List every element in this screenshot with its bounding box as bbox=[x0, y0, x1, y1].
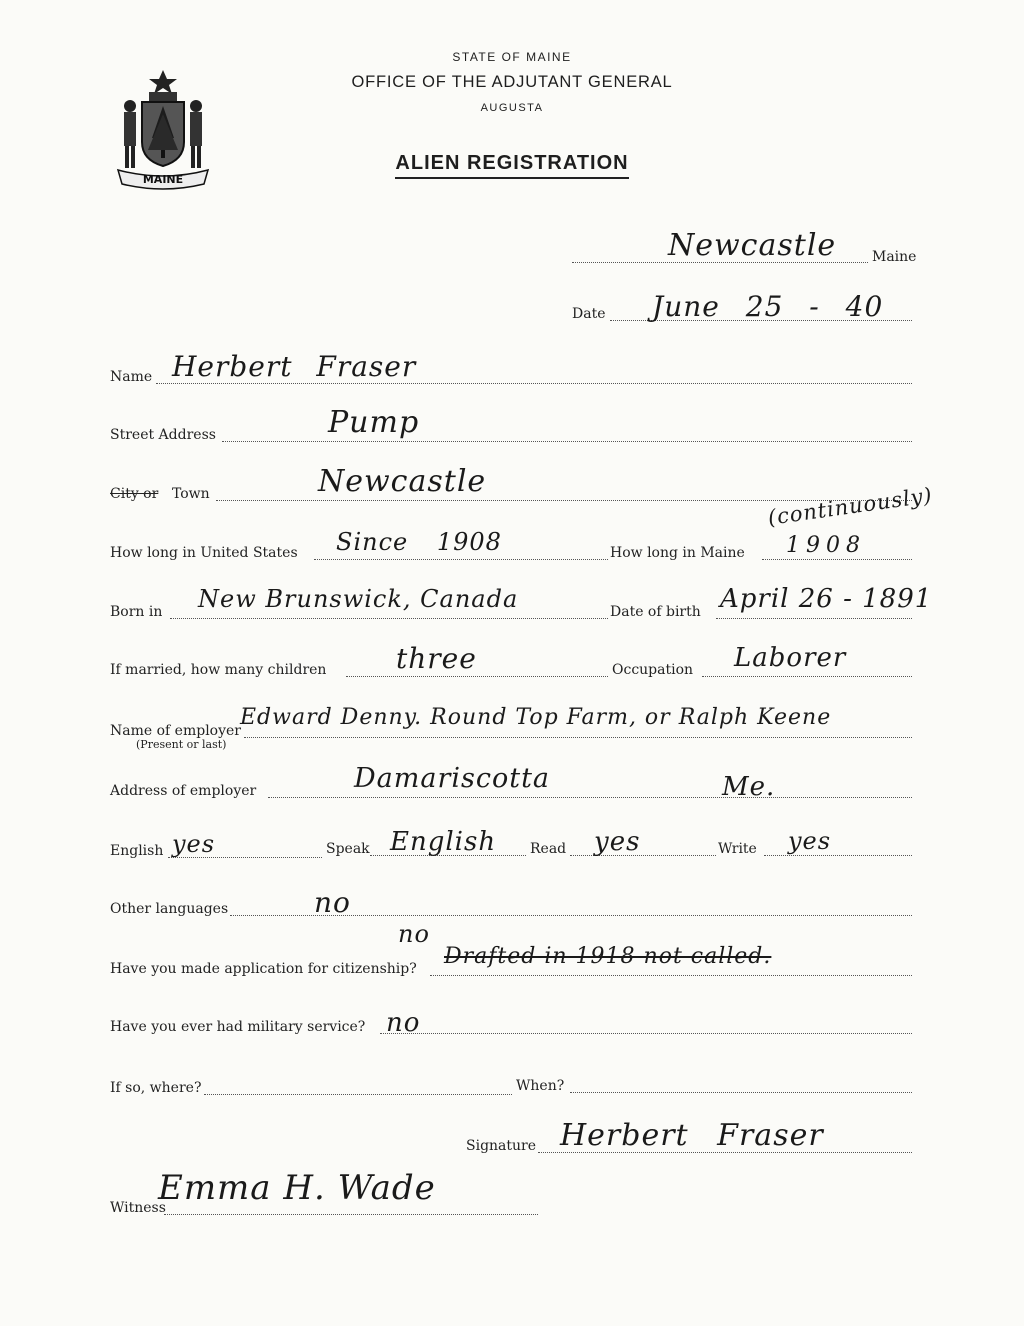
other-languages-label: Other languages bbox=[110, 901, 229, 917]
employer-address-line bbox=[268, 797, 912, 798]
read-label: Read bbox=[530, 841, 567, 857]
employer-address-value: Damariscotta bbox=[354, 763, 551, 794]
place-value: Newcastle bbox=[668, 228, 837, 263]
when-label: When? bbox=[516, 1078, 565, 1094]
children-value: three bbox=[396, 642, 477, 675]
dob-label: Date of birth bbox=[610, 604, 701, 620]
witness-label: Witness bbox=[110, 1200, 166, 1216]
witness-value: Emma H. Wade bbox=[158, 1168, 436, 1208]
read-value: yes bbox=[594, 827, 641, 857]
name-value: Herbert Fraser bbox=[172, 350, 417, 383]
svg-text:MAINE: MAINE bbox=[142, 173, 184, 186]
state-heading: STATE OF MAINE bbox=[452, 50, 572, 64]
dob-line bbox=[716, 618, 912, 619]
how-long-maine-value: 1908 bbox=[786, 533, 866, 558]
employer-address-state: Me. bbox=[722, 772, 776, 802]
citizenship-value: no bbox=[398, 920, 430, 948]
how-long-us-label: How long in United States bbox=[110, 545, 298, 561]
witness-line bbox=[164, 1214, 538, 1215]
born-in-line bbox=[170, 618, 608, 619]
where-label: If so, where? bbox=[110, 1080, 202, 1096]
signature-label: Signature bbox=[466, 1138, 537, 1154]
speak-value: English bbox=[390, 827, 497, 857]
employer-address-label: Address of employer bbox=[110, 783, 257, 799]
military-label: Have you ever had military service? bbox=[110, 1019, 366, 1035]
employer-line bbox=[244, 737, 912, 738]
citizenship-struck-note: Drafted in 1918 not called. bbox=[444, 944, 772, 969]
date-value: June 25 - 40 bbox=[652, 290, 884, 323]
employer-label: Name of employer bbox=[110, 723, 241, 739]
citizenship-label: Have you made application for citizenship? bbox=[110, 961, 417, 977]
signature-value: Herbert Fraser bbox=[560, 1118, 824, 1153]
when-line bbox=[570, 1092, 912, 1093]
speak-label: Speak bbox=[326, 841, 370, 857]
how-long-us-line bbox=[314, 559, 608, 560]
city-heading: AUGUSTA bbox=[480, 102, 544, 114]
town-value: Newcastle bbox=[318, 464, 487, 499]
name-line bbox=[156, 383, 912, 384]
write-line bbox=[764, 855, 912, 856]
citizenship-line bbox=[430, 975, 912, 976]
occupation-line bbox=[702, 676, 912, 677]
english-label: English bbox=[110, 843, 164, 859]
date-label: Date bbox=[572, 306, 606, 322]
occupation-label: Occupation bbox=[612, 662, 694, 678]
dob-value: April 26 - 1891 bbox=[720, 584, 933, 614]
read-line bbox=[570, 855, 716, 856]
street-label: Street Address bbox=[110, 427, 216, 443]
street-line bbox=[222, 441, 912, 442]
place-label: Maine bbox=[872, 249, 917, 265]
children-line bbox=[346, 676, 608, 677]
city-label-struck: City or bbox=[110, 486, 159, 502]
employer-value: Edward Denny. Round Top Farm, or Ralph Keene bbox=[240, 705, 832, 730]
other-languages-value: no bbox=[314, 886, 351, 919]
name-label: Name bbox=[110, 369, 153, 385]
how-long-maine-line bbox=[762, 559, 912, 560]
street-value: Pump bbox=[328, 405, 420, 440]
born-in-label: Born in bbox=[110, 604, 163, 620]
town-label: Town bbox=[172, 486, 210, 502]
english-value: yes bbox=[172, 830, 216, 858]
military-line bbox=[380, 1033, 912, 1034]
born-in-value: New Brunswick, Canada bbox=[198, 585, 519, 613]
how-long-maine-label: How long in Maine bbox=[610, 545, 745, 561]
office-heading: OFFICE OF THE ADJUTANT GENERAL bbox=[351, 73, 673, 91]
occupation-value: Laborer bbox=[734, 643, 847, 673]
where-line bbox=[204, 1094, 512, 1095]
children-label: If married, how many children bbox=[110, 662, 327, 678]
military-value: no bbox=[386, 1008, 421, 1038]
page-title: ALIEN REGISTRATION bbox=[0, 152, 1024, 175]
how-long-us-value: Since 1908 bbox=[336, 528, 502, 556]
employer-sublabel: (Present or last) bbox=[136, 738, 227, 751]
how-long-maine-note: (continuously) bbox=[766, 483, 935, 530]
write-label: Write bbox=[718, 841, 757, 857]
write-value: yes bbox=[788, 827, 832, 855]
